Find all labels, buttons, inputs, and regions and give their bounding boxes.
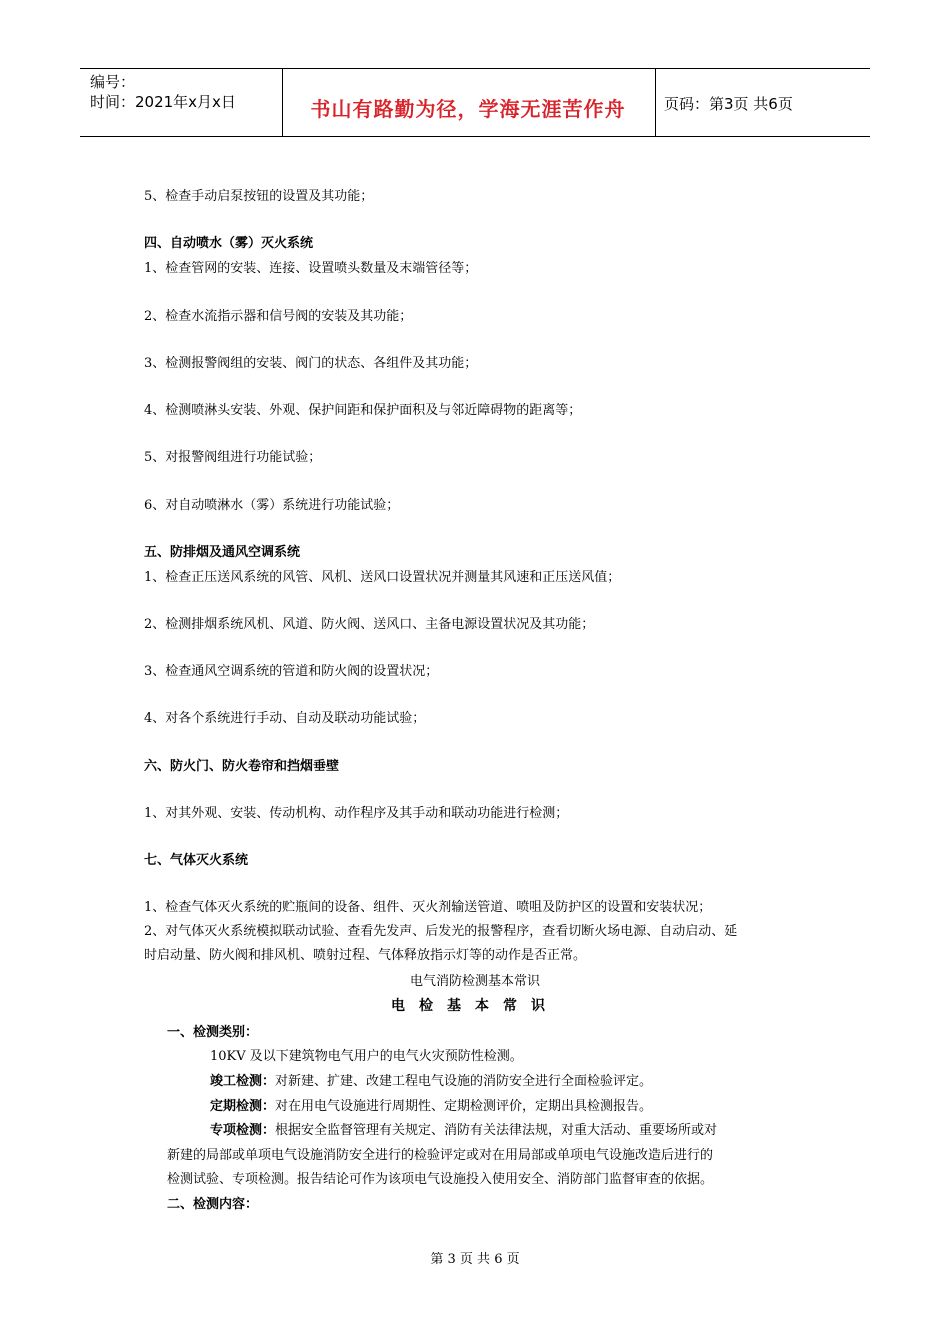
page-header xyxy=(80,68,870,137)
list-item: 5、检查手动启泵按钮的设置及其功能； xyxy=(144,189,374,204)
paragraph xyxy=(210,1119,717,1138)
sub-title: 电气消防检测基本常识 xyxy=(409,974,540,989)
header-page-info: 页码：第3页 共6页 xyxy=(664,95,793,113)
list-item: 4、检测喷淋头安装、外观、保护间距和保护面积及与邻近障碍物的距离等； xyxy=(144,403,582,418)
list-item: 1、检查管网的安装、连接、设置喷头数量及末端管径等； xyxy=(144,261,478,276)
header-motto: 书山有路勤为径，学海无涯苦作舟 xyxy=(310,97,626,121)
main-title: 电检基本常识 xyxy=(391,998,559,1014)
term-text: 对在用电气设施进行周期性、定期检测评价，定期出具检测报告。 xyxy=(275,1099,653,1114)
paragraph: 10KV 及以下建筑物电气用户的电气火灾预防性检测。 xyxy=(210,1049,523,1064)
term-text: 根据安全监督管理有关规定、消防有关法律法规，对重大活动、重要场所或对 xyxy=(275,1123,718,1138)
list-item: 5、对报警阀组进行功能试验； xyxy=(144,450,322,465)
list-item: 1、对其外观、安装、传动机构、动作程序及其手动和联动功能进行检测； xyxy=(144,806,569,821)
paragraph-continuation: 检测试验、专项检测。报告结论可作为该项电气设施投入使用安全、消防部门监督审查的依据。 xyxy=(167,1172,714,1187)
list-item: 2、对气体灭火系统模拟联动试验、查看先发声、后发光的报警程序，查看切断火场电源、自动启动、延 xyxy=(144,924,738,939)
section-heading: 一、检测类别： xyxy=(167,1025,259,1040)
list-item: 2、检测排烟系统风机、风道、防火阀、送风口、主备电源设置状况及其功能； xyxy=(144,617,595,632)
term-label: 定期检测： xyxy=(210,1099,276,1114)
list-item: 1、检查气体灭火系统的贮瓶间的设备、组件、灭火剂输送管道、喷咀及防护区的设置和安装状况； xyxy=(144,900,712,915)
term-label: 竣工检测： xyxy=(210,1074,276,1089)
time-label: 时间：2021年x月x日 xyxy=(90,93,236,111)
list-item: 2、检查水流指示器和信号阀的安装及其功能； xyxy=(144,309,413,324)
section-heading: 七、气体灭火系统 xyxy=(144,853,249,868)
header-meta xyxy=(90,72,236,112)
list-item: 1、检查正压送风系统的风管、风机、送风口设置状况并测量其风速和正压送风值； xyxy=(144,570,621,585)
list-item: 3、检查通风空调系统的管道和防火阀的设置状况； xyxy=(144,664,439,679)
paragraph xyxy=(210,1070,652,1089)
list-item: 3、检测报警阀组的安装、阀门的状态、各组件及其功能； xyxy=(144,356,478,371)
page-footer: 第 3 页 共 6 页 xyxy=(430,1252,520,1267)
list-item: 4、对各个系统进行手动、自动及联动功能试验； xyxy=(144,711,426,726)
list-item: 6、对自动喷淋水（雾）系统进行功能试验； xyxy=(144,498,400,513)
list-item-continuation: 时启动量、防火阀和排风机、喷射过程、气体释放指示灯等的动作是否正常。 xyxy=(144,948,587,963)
section-heading: 四、自动喷水（雾）灭火系统 xyxy=(144,236,314,251)
section-heading: 二、检测内容： xyxy=(167,1197,259,1212)
section-heading: 五、防排烟及通风空调系统 xyxy=(144,545,301,560)
paragraph-continuation: 新建的局部或单项电气设施消防安全进行的检验评定或对在用局部或单项电气设施改造后进行的 xyxy=(167,1148,714,1163)
term-label: 专项检测： xyxy=(210,1123,276,1138)
paragraph xyxy=(210,1095,652,1114)
number-label: 编号： xyxy=(90,73,136,91)
term-text: 对新建、扩建、改建工程电气设施的消防安全进行全面检验评定。 xyxy=(275,1074,653,1089)
section-heading: 六、防火门、防火卷帘和挡烟垂壁 xyxy=(144,759,340,774)
header-divider xyxy=(655,69,656,136)
